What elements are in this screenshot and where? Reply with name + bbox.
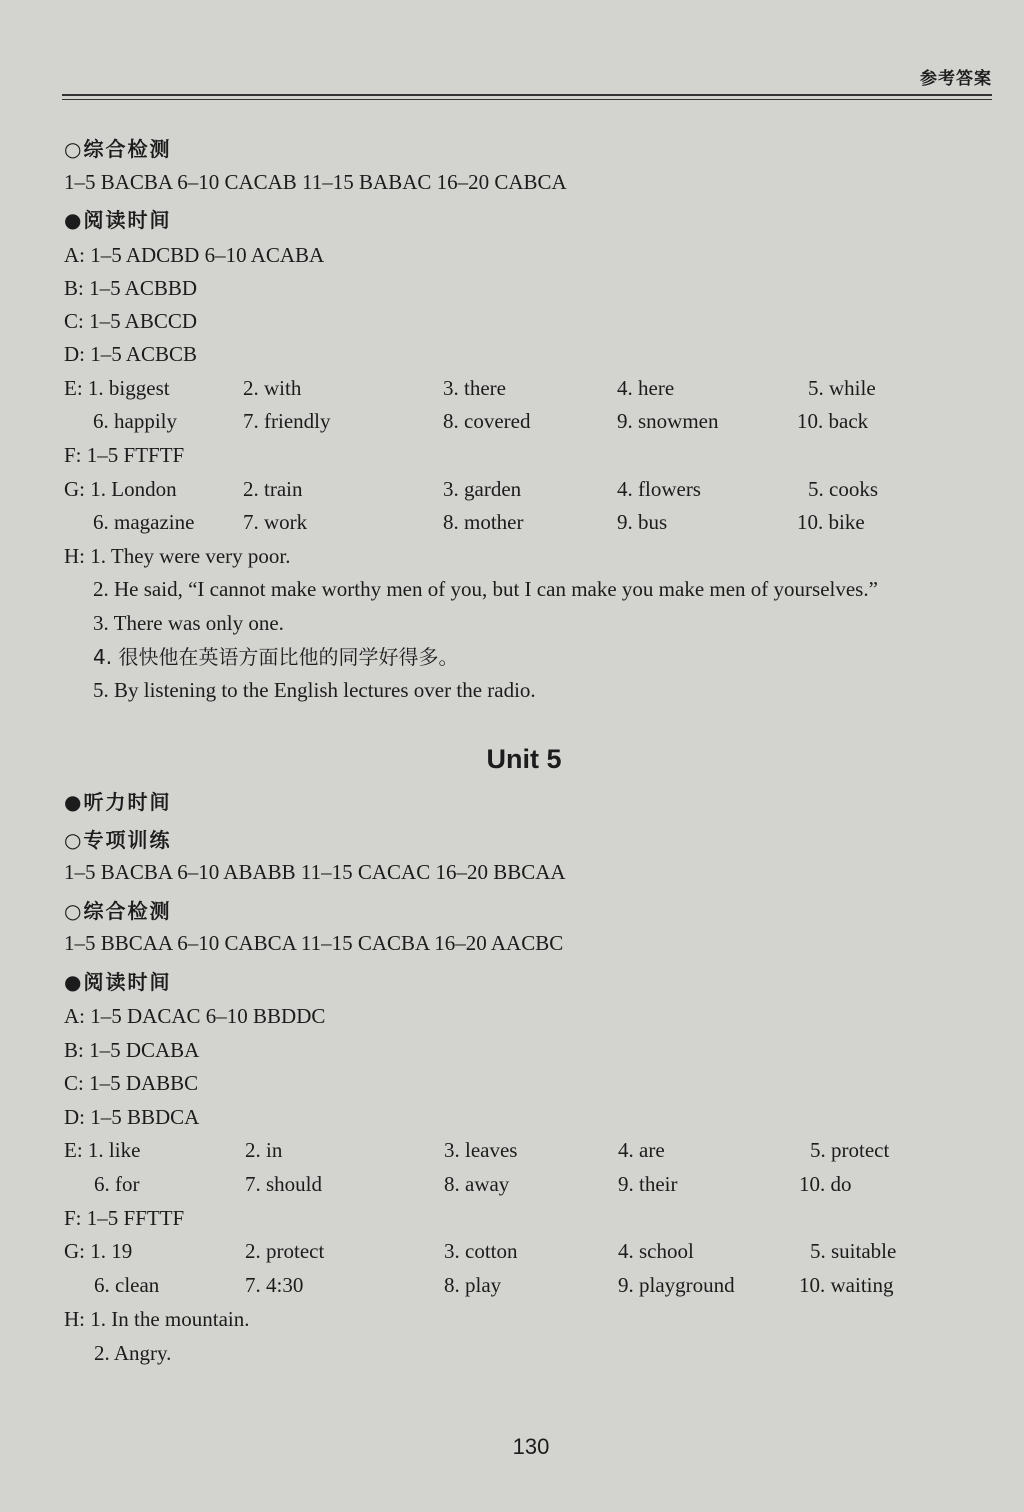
answer-line-D: D: 1–5 ACBCB bbox=[64, 342, 198, 366]
answer-line-C: C: 1–5 ABCCD bbox=[64, 309, 198, 333]
zonghe-answers: 1–5 BACBA 6–10 CACAB 11–15 BABAC 16–20 CABCA bbox=[64, 170, 567, 194]
answer-line-A-u5: A: 1–5 DACAC 6–10 BBDDC bbox=[64, 1004, 326, 1028]
answer-line-A: A: 1–5 ADCBD 6–10 ACABA bbox=[64, 243, 325, 267]
answer-G-1: G: 1. London bbox=[64, 477, 177, 501]
answer-G-3: 3. garden bbox=[443, 477, 522, 501]
answer-G-9: 9. bus bbox=[617, 510, 668, 534]
answer-E-1: E: 1. biggest bbox=[64, 376, 170, 400]
answer-G-5: 5. cooks bbox=[808, 477, 878, 501]
answer-E-10-u5: 10. do bbox=[799, 1172, 852, 1196]
header-rule-thin bbox=[62, 99, 992, 100]
answer-E-7-u5: 7. should bbox=[245, 1172, 323, 1196]
answer-E-3: 3. there bbox=[443, 376, 506, 400]
answer-E-6-u5: 6. for bbox=[94, 1172, 140, 1196]
answer-G-3-u5: 3. cotton bbox=[444, 1239, 518, 1263]
answer-G-6: 6. magazine bbox=[93, 510, 195, 534]
answer-G-5-u5: 5. suitable bbox=[810, 1239, 897, 1263]
answer-G-7-u5: 7. 4:30 bbox=[245, 1273, 304, 1297]
header-title: 参考答案 bbox=[920, 69, 992, 89]
answer-E-1-u5: E: 1. like bbox=[64, 1138, 141, 1162]
answer-E-7: 7. friendly bbox=[243, 409, 331, 433]
answer-line-F-u5: F: 1–5 FFTTF bbox=[64, 1206, 185, 1230]
answer-H-2: 2. He said, “I cannot make worthy men of you, but I can make you make men of yourselves.” bbox=[93, 577, 878, 601]
answer-E-3-u5: 3. leaves bbox=[444, 1138, 518, 1162]
answer-line-F: F: 1–5 FTFTF bbox=[64, 443, 185, 467]
unit-title: Unit 5 bbox=[486, 744, 562, 774]
answer-E-9-u5: 9. their bbox=[618, 1172, 678, 1196]
answer-E-5-u5: 5. protect bbox=[810, 1138, 890, 1162]
section-heading-yuedu-u5: ●阅读时间 bbox=[64, 970, 172, 994]
section-heading-zhuanxiang: ○专项训练 bbox=[64, 828, 172, 852]
answer-line-B: B: 1–5 ACBBD bbox=[64, 276, 198, 300]
section-heading-zonghe: ○综合检测 bbox=[64, 137, 172, 161]
answer-H-4: 4. 很快他在英语方面比他的同学好得多。 bbox=[93, 645, 459, 669]
answer-line-B-u5: B: 1–5 DCABA bbox=[64, 1038, 200, 1062]
answer-E-4-u5: 4. are bbox=[618, 1138, 665, 1162]
answer-H-3: 3. There was only one. bbox=[93, 611, 284, 635]
answer-line-C-u5: C: 1–5 DABBC bbox=[64, 1071, 199, 1095]
zonghe-answers-u5: 1–5 BBCAA 6–10 CABCA 11–15 CACBA 16–20 AACBC bbox=[64, 931, 564, 955]
answer-G-2: 2. train bbox=[243, 477, 303, 501]
page-number: 130 bbox=[512, 1434, 550, 1459]
answer-E-5: 5. while bbox=[808, 376, 876, 400]
answer-G-7: 7. work bbox=[243, 510, 308, 534]
answer-G-4-u5: 4. school bbox=[618, 1239, 694, 1263]
answer-H-5: 5. By listening to the English lectures over the radio. bbox=[93, 678, 536, 702]
answer-G-10-u5: 10. waiting bbox=[799, 1273, 894, 1297]
header-rule bbox=[62, 94, 992, 96]
answer-H-2-u5: 2. Angry. bbox=[94, 1341, 172, 1365]
answer-E-4: 4. here bbox=[617, 376, 675, 400]
answer-G-4: 4. flowers bbox=[617, 477, 701, 501]
section-heading-tingli: ●听力时间 bbox=[64, 790, 172, 814]
answer-line-D-u5: D: 1–5 BBDCA bbox=[64, 1105, 200, 1129]
answer-E-2-u5: 2. in bbox=[245, 1138, 283, 1162]
answer-E-10: 10. back bbox=[797, 409, 869, 433]
answer-E-8: 8. covered bbox=[443, 409, 531, 433]
answer-G-8-u5: 8. play bbox=[444, 1273, 502, 1297]
section-heading-zonghe-u5: ○综合检测 bbox=[64, 899, 172, 923]
answer-G-2-u5: 2. protect bbox=[245, 1239, 325, 1263]
answer-E-6: 6. happily bbox=[93, 409, 177, 433]
answer-G-1-u5: G: 1. 19 bbox=[64, 1239, 133, 1263]
answer-G-9-u5: 9. playground bbox=[618, 1273, 735, 1297]
answer-E-9: 9. snowmen bbox=[617, 409, 719, 433]
answer-H-1-u5: H: 1. In the mountain. bbox=[64, 1307, 250, 1331]
answer-G-8: 8. mother bbox=[443, 510, 524, 534]
section-heading-yuedu: ●阅读时间 bbox=[64, 208, 172, 232]
answer-H-1: H: 1. They were very poor. bbox=[64, 544, 291, 568]
answer-G-10: 10. bike bbox=[797, 510, 865, 534]
answer-E-2: 2. with bbox=[243, 376, 302, 400]
answer-G-6-u5: 6. clean bbox=[94, 1273, 160, 1297]
answer-E-8-u5: 8. away bbox=[444, 1172, 510, 1196]
zhuanxiang-answers: 1–5 BACBA 6–10 ABABB 11–15 CACAC 16–20 BBCAA bbox=[64, 860, 566, 884]
